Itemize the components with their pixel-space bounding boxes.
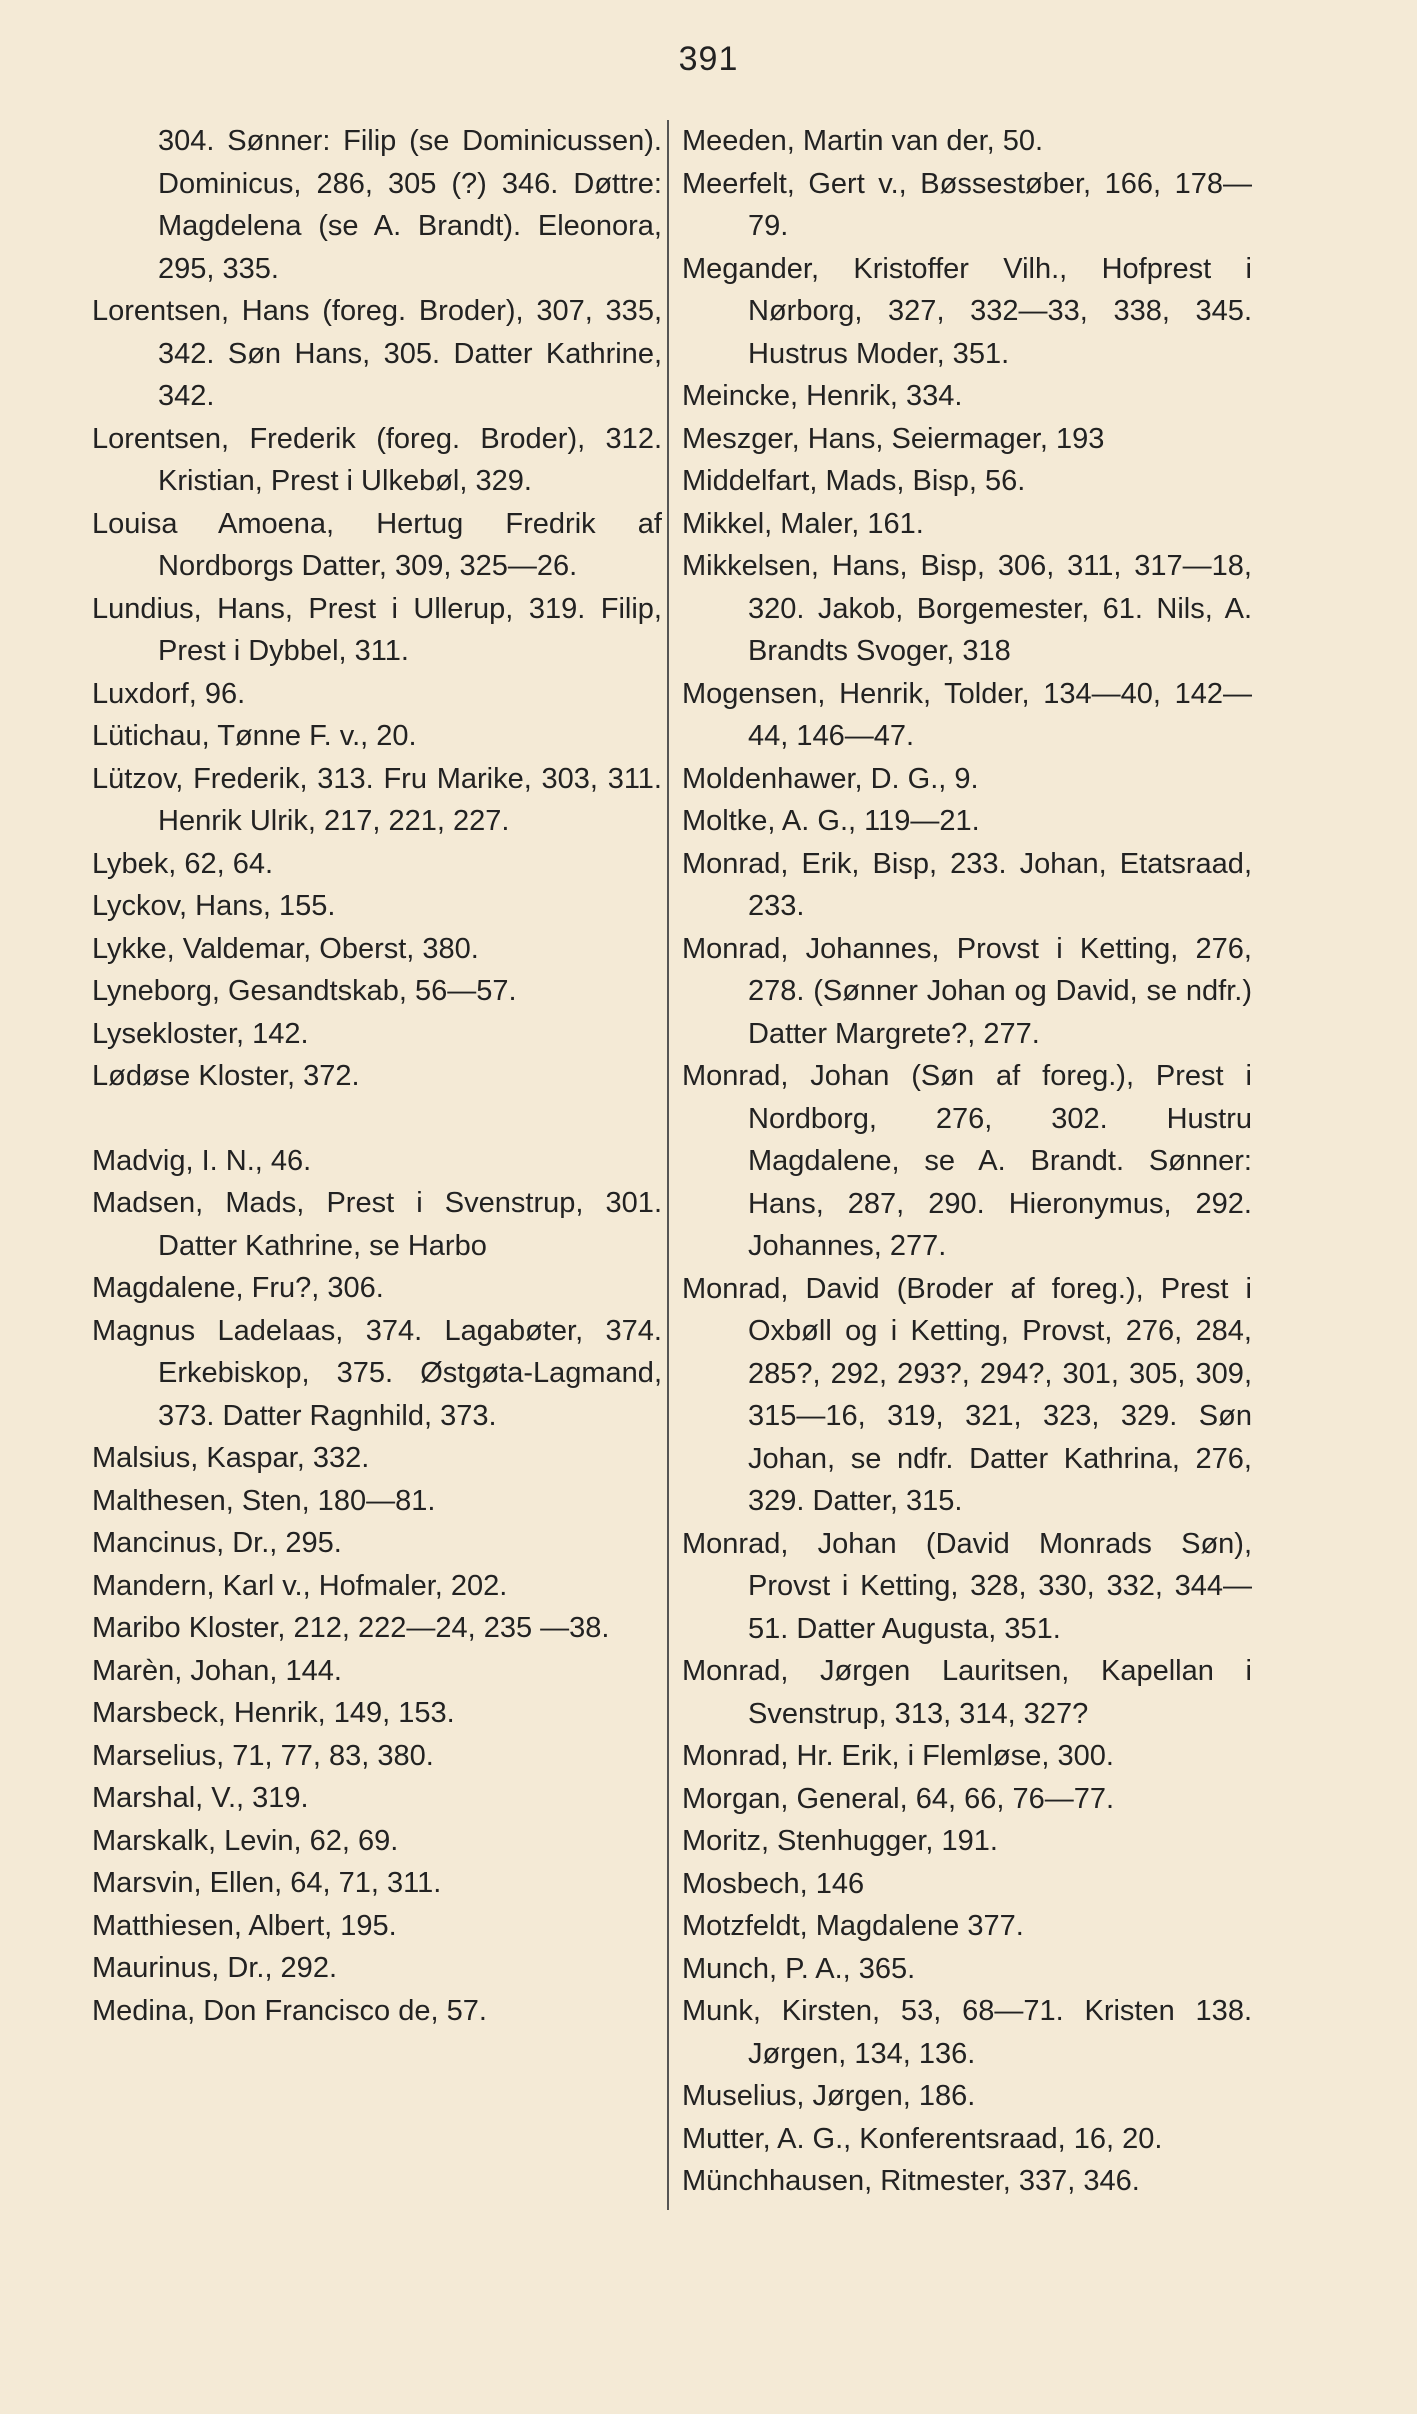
- index-entry: Meszger, Hans, Seiermager, 193: [682, 422, 1105, 455]
- index-entry: Megander, Kristoffer Vilh., Hofprest i Nørborg, 327, 332—33, 338, 345. Hustrus Moder, 351.: [682, 252, 1252, 370]
- left-column: [92, 120, 662, 2032]
- index-entry: Lütichau, Tønne F. v., 20.: [92, 720, 417, 752]
- index-entry: Lorentsen, Hans (foreg. Broder), 307, 335, 342. Søn Hans, 305. Datter Kathrine, 342.: [92, 295, 662, 412]
- index-entry: Moldenhawer, D. G., 9.: [682, 762, 979, 795]
- index-entry: Mandern, Karl v., Hofmaler, 202.: [92, 1569, 508, 1602]
- index-entry: Matthiesen, Albert, 195.: [92, 1909, 397, 1942]
- index-entry: Münchhausen, Ritmester, 337, 346.: [682, 2165, 1140, 2197]
- index-entry: Monrad, Johan (Søn af foreg.), Prest i Nordborg, 276, 302. Hustru Magdalene, se A. Brandt. Sønner: Hans, 287, 290. Hieronymus, 292. Johannes, 277.: [682, 1060, 1252, 1262]
- index-entry: Monrad, Hr. Erik, i Flemløse, 300.: [682, 1740, 1114, 1772]
- index-entry: Mogensen, Henrik, Tolder, 134—40, 142—44, 146—47.: [682, 677, 1252, 752]
- index-entry: Marsbeck, Henrik, 149, 153.: [92, 1697, 455, 1729]
- index-entry: Lysekloster, 142.: [92, 1017, 309, 1050]
- index-entry: Marskalk, Levin, 62, 69.: [92, 1824, 399, 1857]
- column-divider: [667, 120, 669, 2210]
- index-entry: Luxdorf, 96.: [92, 677, 246, 710]
- index-entry: Marselius, 71, 77, 83, 380.: [92, 1739, 434, 1772]
- index-entry: Magnus Ladelaas, 374. Lagabøter, 374. Erkebiskop, 375. Østgøta-Lagmand, 373. Datter Ragnhild, 373.: [92, 1314, 662, 1432]
- index-entry: Monrad, Jørgen Lauritsen, Kapellan i Svenstrup, 313, 314, 327?: [682, 1655, 1252, 1730]
- index-entry: Lyckov, Hans, 155.: [92, 890, 336, 922]
- index-entry: Mancinus, Dr., 295.: [92, 1527, 342, 1559]
- index-entry: 304. Sønner: Filip (se Dominicussen). Dominicus, 286, 305 (?) 346. Døttre: Magdelena (se A. Brandt). Eleonora, 295, 335.: [158, 125, 662, 285]
- index-entry: Marshal, V., 319.: [92, 1782, 309, 1814]
- index-entry: Malthesen, Sten, 180—81.: [92, 1484, 436, 1517]
- index-entry: Moltke, A. G., 119—21.: [682, 805, 980, 837]
- index-entry: Motzfeldt, Magdalene 377.: [682, 1910, 1024, 1942]
- index-entry: Malsius, Kaspar, 332.: [92, 1442, 370, 1474]
- index-entry: Mutter, A. G., Konferentsraad, 16, 20.: [682, 2122, 1163, 2155]
- index-entry: Mikkel, Maler, 161.: [682, 507, 924, 540]
- page-number: 391: [678, 40, 739, 78]
- index-entry: Moritz, Stenhugger, 191.: [682, 1825, 998, 1857]
- right-column: [682, 120, 1252, 2203]
- index-entry: Morgan, General, 64, 66, 76—77.: [682, 1782, 1115, 1815]
- index-entry: Marèn, Johan, 144.: [92, 1654, 342, 1687]
- index-entry: Monrad, David (Broder af foreg.), Prest i Oxbøll og i Ketting, Provst, 276, 284, 285?, 292, 293?, 294?, 301, 305, 309, 315—16, 319, 321, 323, 329. Søn Johan, se ndfr. Datter Kathrina, 276, 329. Datter, 315.: [682, 1272, 1252, 1517]
- index-entry: Lybek, 62, 64.: [92, 847, 274, 880]
- index-entry: Maribo Kloster, 212, 222—24, 235 —38.: [92, 1612, 610, 1644]
- index-entry: Maurinus, Dr., 292.: [92, 1952, 337, 1984]
- index-entry: Lykke, Valdemar, Oberst, 380.: [92, 932, 479, 965]
- index-entry: Monrad, Erik, Bisp, 233. Johan, Etatsraad, 233.: [682, 847, 1252, 922]
- index-entry: Marsvin, Ellen, 64, 71, 311.: [92, 1867, 442, 1899]
- index-entry: Magdalene, Fru?, 306.: [92, 1272, 384, 1304]
- index-entry: Munk, Kirsten, 53, 68—71. Kristen 138. Jørgen, 134, 136.: [682, 1995, 1252, 2070]
- index-entry: Lødøse Kloster, 372.: [92, 1060, 360, 1092]
- index-entry: Louisa Amoena, Hertug Fredrik af Nordborgs Datter, 309, 325—26.: [92, 507, 662, 582]
- index-entry: Madsen, Mads, Prest i Svenstrup, 301. Datter Kathrine, se Harbo: [92, 1187, 662, 1262]
- index-entry: Madvig, I. N., 46.: [92, 1144, 312, 1177]
- index-entry: Middelfart, Mads, Bisp, 56.: [682, 465, 1026, 497]
- index-entry: Monrad, Johannes, Provst i Ketting, 276, 278. (Sønner Johan og David, se ndfr.) Datter Margrete?, 277.: [682, 932, 1252, 1050]
- index-entry: Lyneborg, Gesandtskab, 56—57.: [92, 975, 517, 1007]
- index-entry: Muselius, Jørgen, 186.: [682, 2080, 976, 2112]
- index-entry: Mosbech, 146: [682, 1867, 865, 1900]
- index-entry: Lundius, Hans, Prest i Ullerup, 319. Filip, Prest i Dybbel, 311.: [92, 592, 662, 667]
- index-entry: Medina, Don Francisco de, 57.: [92, 1994, 487, 2027]
- index-entry: Meerfelt, Gert v., Bøssestøber, 166, 178—79.: [682, 167, 1252, 242]
- index-entry: Meeden, Martin van der, 50.: [682, 125, 1044, 157]
- index-entry: Lützov, Frederik, 313. Fru Marike, 303, 311. Henrik Ulrik, 217, 221, 227.: [92, 762, 662, 837]
- index-entry: Monrad, Johan (David Monrads Søn), Provst i Ketting, 328, 330, 332, 344—51. Datter Augusta, 351.: [682, 1527, 1252, 1645]
- index-entry: Mikkelsen, Hans, Bisp, 306, 311, 317—18, 320. Jakob, Borgemester, 61. Nils, A. Brandts Svoger, 318: [682, 550, 1252, 667]
- index-entry: Lorentsen, Frederik (foreg. Broder), 312. Kristian, Prest i Ulkebøl, 329.: [92, 422, 662, 497]
- index-entry: Munch, P. A., 365.: [682, 1952, 916, 1985]
- index-entry: Meincke, Henrik, 334.: [682, 380, 963, 412]
